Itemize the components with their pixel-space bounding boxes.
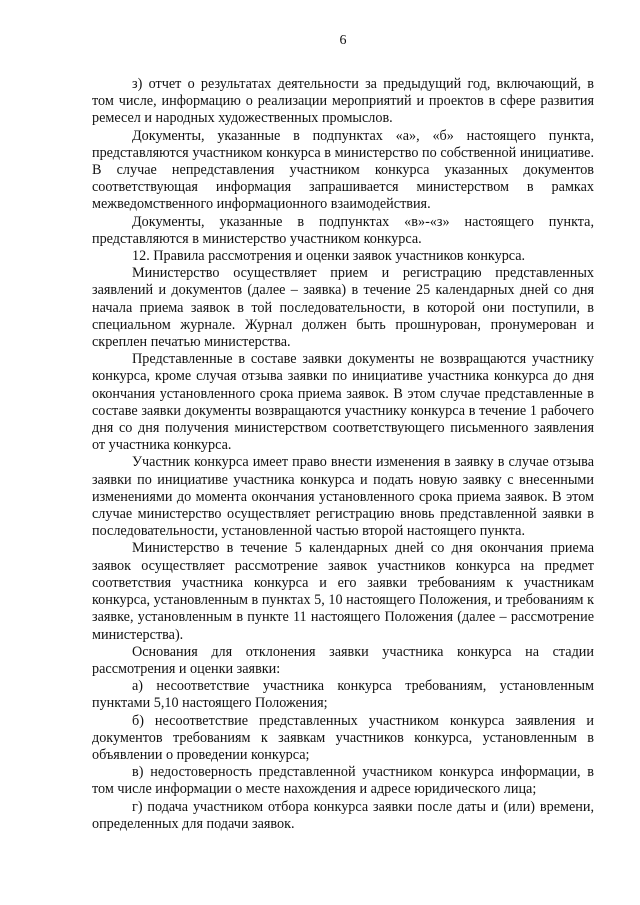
section-heading-12: 12. Правила рассмотрения и оценки заявок участников конкурса. [132,248,526,265]
paragraph-amend-application: Участник конкурса имеет право внести изменения в заявку в случае отзыва заявки по инициативе участника конкурса и подать новую заявку с внесенными изменениями до момента окончания установленного срока приема заявок. В этом случае министерство осуществляет регистрацию вновь представленной заявки в последовательности, установленной частью второй настоящего пункта. [92,454,594,540]
paragraph-ministry-review: Министерство в течение 5 календарных дней со дня окончания приема заявок осуществляет рассмотрение заявок участников конкурса на предмет соответствия участника конкурса и его заявки требованиям к участникам конкурса, установленным в пунктах 5, 10 настоящего Положения, и требованиям к заявке, установленным в пункте 11 настоящего Положения (далее – рассмотрение министерства). [92,540,594,643]
paragraph-z-report: з) отчет о результатах деятельности за предыдущий год, включающий, в том числе, информацию о реализации мероприятий и проектов в сфере развития ремесел и народных художественных промыслов. [92,76,594,127]
list-item-a: а) несоответствие участника конкурса требованиям, установленным пунктами 5,10 настоящего Положения; [92,678,594,712]
document-body [92,76,594,833]
page-number: 6 [339,33,347,48]
paragraph-documents-return: Представленные в составе заявки документы не возвращаются участнику конкурса, кроме случая отзыва заявки по инициативе участника конкурса до дня окончания установленного срока приема заявок. В этом случае представленные в составе заявки документы возвращаются участнику конкурса в течение 1 рабочего дня со дня получения министерством соответствующего письменного заявления от участника конкурса. [92,351,594,454]
paragraph-documents-v-z: Документы, указанные в подпунктах «в»-«з» настоящего пункта, представляются в министерство участником конкурса. [92,213,594,247]
paragraph-registration: Министерство осуществляет прием и регистрацию представленных заявлений и документов (далее – заявка) в течение 25 календарных дней со дня начала приема заявок в той последовательности, в которой они поступили, в специальном журнале. Журнал должен быть прошнурован, пронумерован и скреплен печатью министерства. [92,265,594,351]
paragraph-rejection-grounds: Основания для отклонения заявки участника конкурса на стадии рассмотрения и оценки заявки: [92,643,594,677]
paragraph-documents-a-b: Документы, указанные в подпунктах «а», «б» настоящего пункта, представляются участником конкурса в министерство по собственной инициативе. В случае непредставления участником конкурса указанных документов соответствующая информация запрашивается министерством в рамках межведомственного информационного взаимодействия. [92,127,594,213]
list-item-g: г) подача участником отбора конкурса заявки после даты и (или) времени, определенных для подачи заявок. [92,798,594,832]
list-item-b: б) несоответствие представленных участником конкурса заявления и документов требованиям к заявкам участников конкурса, установленным в объявлении о проведении конкурса; [92,712,594,763]
list-item-v: в) недостоверность представленной участником конкурса информации, в том числе информации о месте нахождения и адресе юридического лица; [92,764,594,798]
